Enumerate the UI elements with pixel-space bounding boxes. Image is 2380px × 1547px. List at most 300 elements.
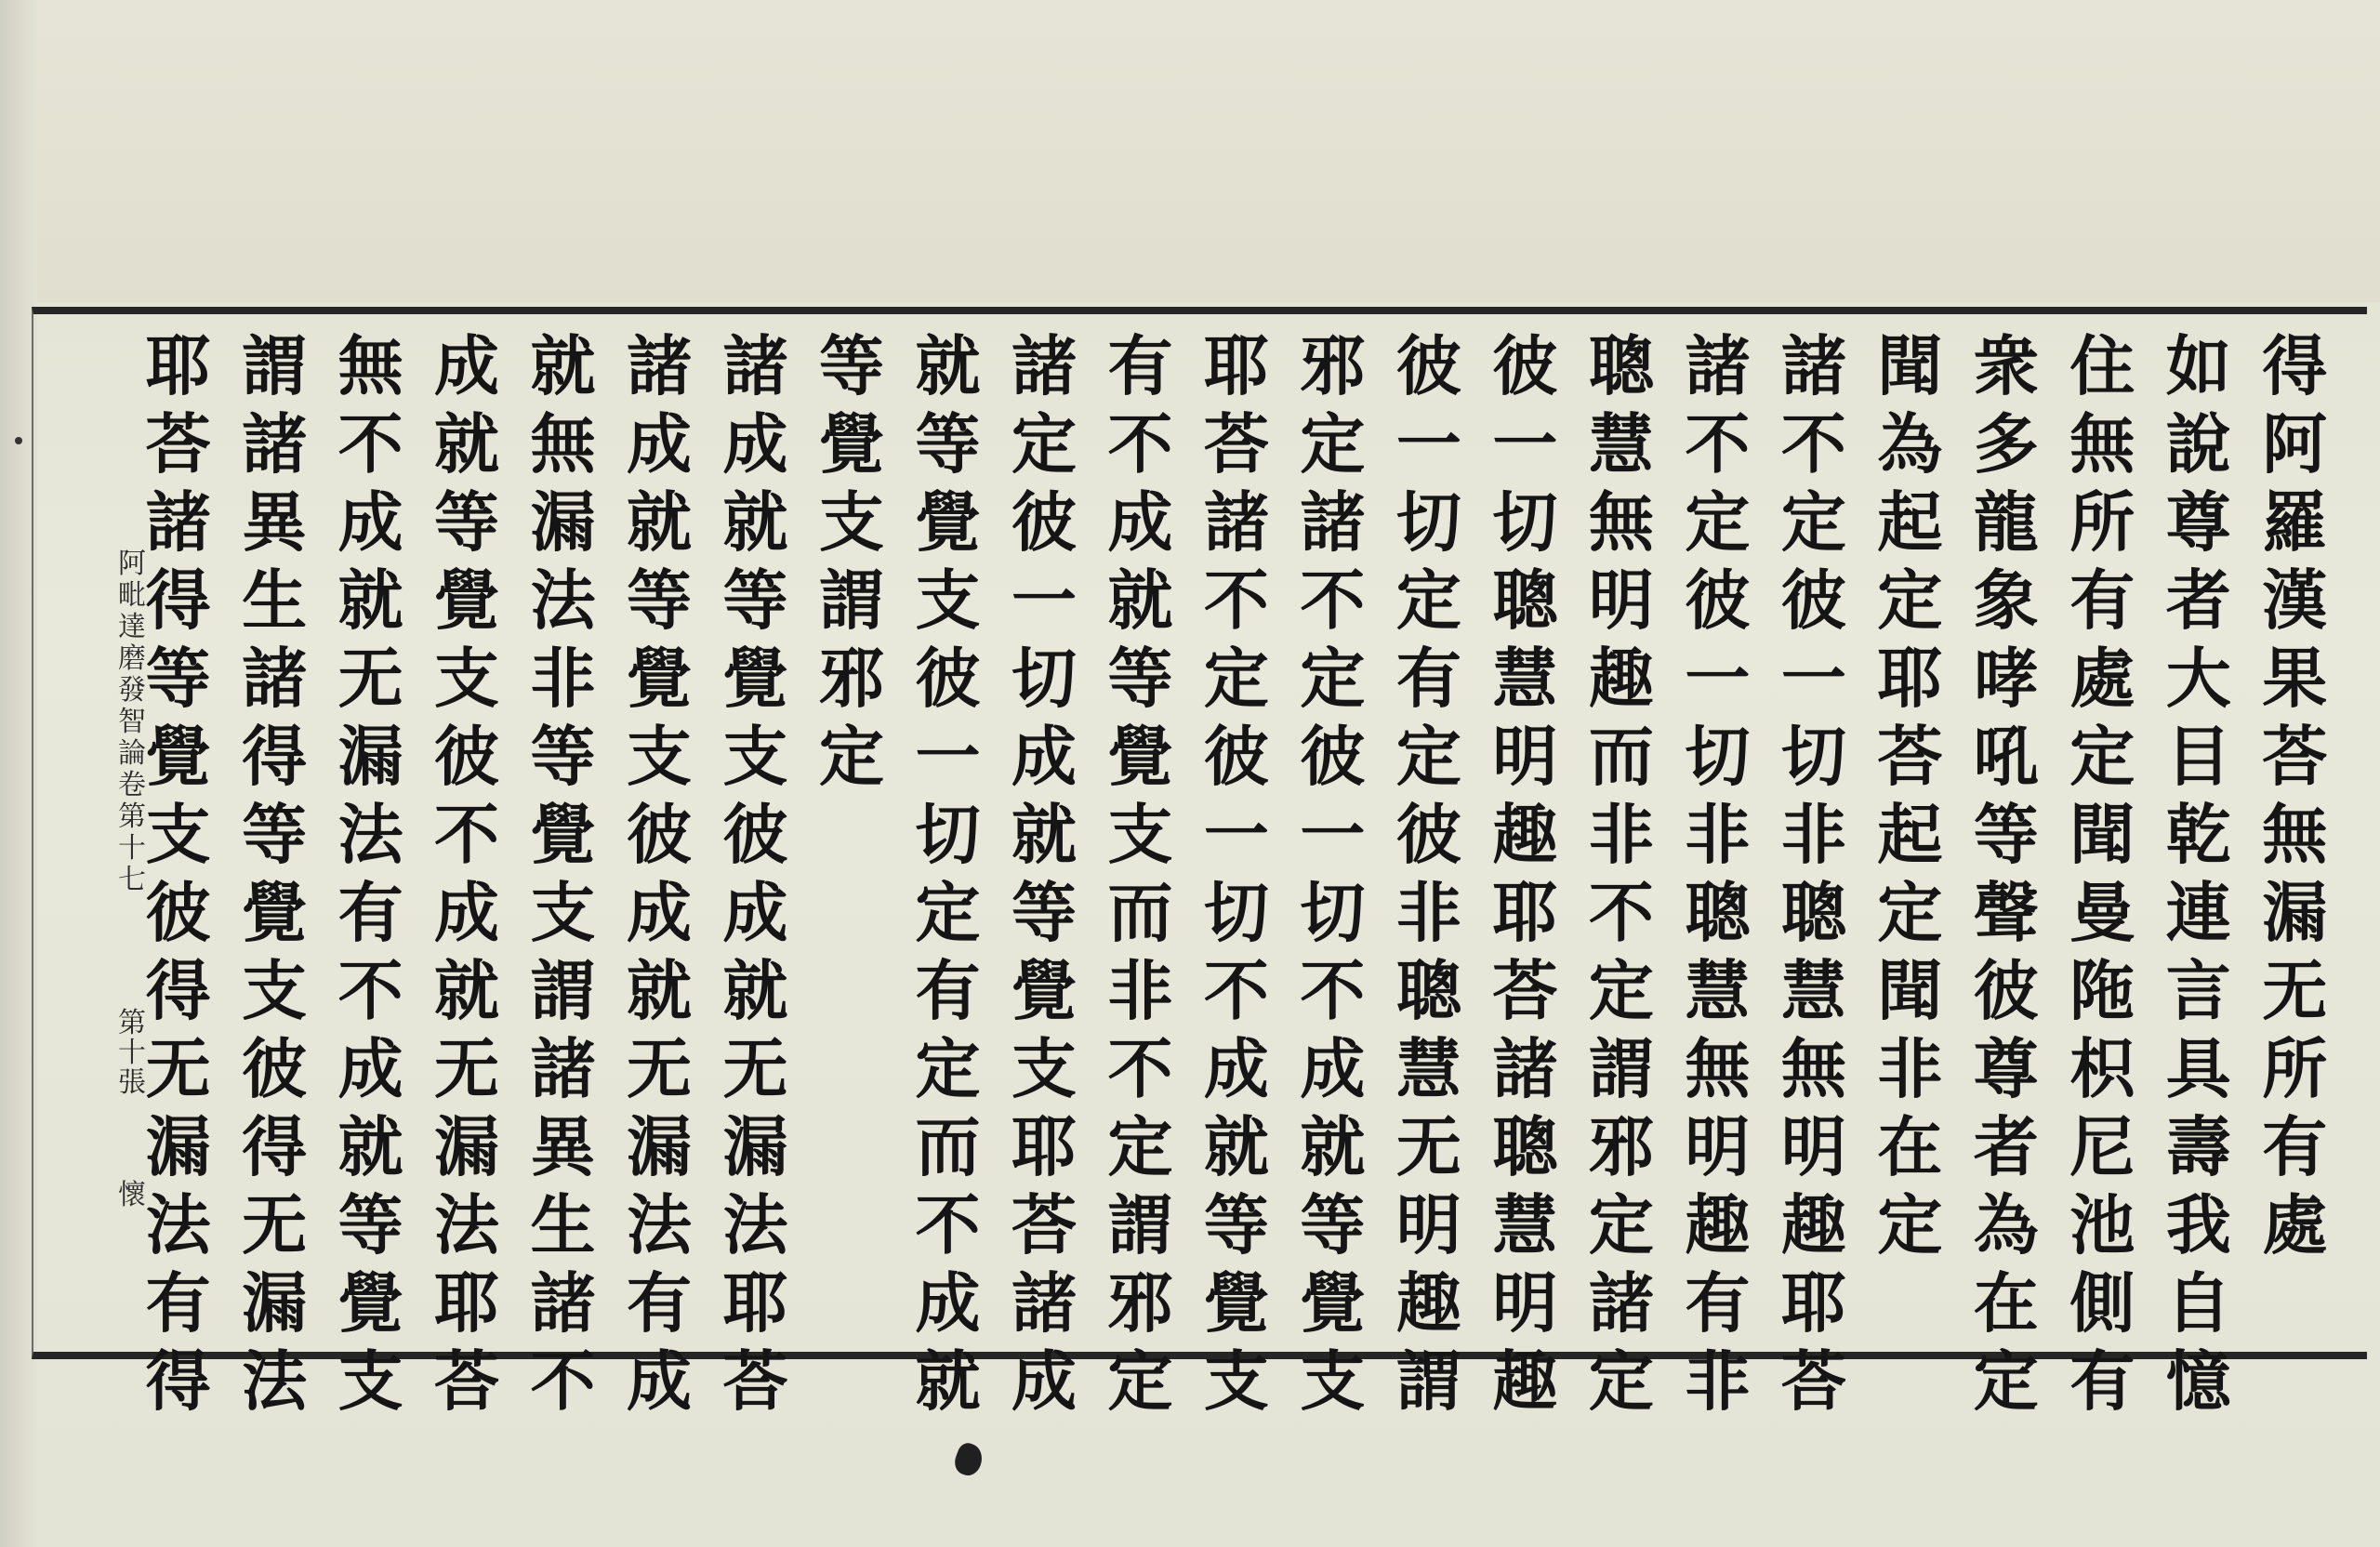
- glyph: 就: [722, 483, 788, 561]
- glyph: 一: [1395, 405, 1461, 483]
- text-column: [803, 327, 899, 1341]
- glyph: 定: [1780, 483, 1846, 561]
- glyph: 所: [2262, 1030, 2328, 1107]
- glyph: 說: [2165, 405, 2231, 483]
- glyph: 生: [530, 1186, 596, 1263]
- glyph: 趣: [1685, 1186, 1751, 1263]
- text-column: [900, 327, 996, 1420]
- glyph: 非: [1877, 1030, 1943, 1107]
- glyph: 一: [1300, 796, 1366, 873]
- glyph: 聲: [1973, 874, 2039, 951]
- glyph: 我: [2165, 1186, 2231, 1263]
- glyph: 而: [915, 1108, 981, 1185]
- text-column: [515, 327, 611, 1420]
- glyph: 支: [145, 796, 211, 873]
- glyph: 覺: [1300, 1264, 1366, 1342]
- glyph: 有: [337, 874, 403, 951]
- glyph: 彼: [1011, 483, 1077, 561]
- text-column: [2247, 327, 2343, 1341]
- glyph: 支: [1011, 1030, 1077, 1107]
- glyph: 聞: [1877, 952, 1943, 1029]
- glyph: 支: [337, 1342, 403, 1420]
- glyph: 吼: [1973, 718, 2039, 795]
- glyph: 諸: [627, 327, 693, 404]
- glyph: 成: [1107, 483, 1173, 561]
- glyph: 果: [2262, 640, 2328, 717]
- glyph: 慧: [1492, 1186, 1558, 1263]
- glyph: 慧: [1685, 952, 1751, 1029]
- glyph: 不: [915, 1186, 981, 1263]
- glyph: 荅: [145, 405, 211, 483]
- glyph: 无: [242, 1186, 308, 1263]
- glyph: 不: [1107, 1030, 1173, 1107]
- glyph: 无: [145, 1030, 211, 1107]
- glyph: 等: [1107, 640, 1173, 717]
- glyph: 謂: [530, 952, 596, 1029]
- text-column: [323, 327, 418, 1420]
- glyph: 多: [1973, 405, 2039, 483]
- glyph: 支: [242, 952, 308, 1029]
- glyph: 諸: [1011, 1264, 1077, 1342]
- glyph: 漢: [2262, 562, 2328, 639]
- glyph: 覺: [915, 483, 981, 561]
- glyph: 有: [2069, 1342, 2135, 1420]
- glyph: 得: [145, 952, 211, 1029]
- glyph: 謂: [242, 327, 308, 404]
- glyph: 耶: [145, 327, 211, 404]
- glyph: 曼: [2069, 874, 2135, 951]
- glyph: 彼: [1685, 562, 1751, 639]
- glyph: 等: [818, 327, 884, 404]
- glyph: 諸: [242, 640, 308, 717]
- glyph: 定: [818, 718, 884, 795]
- glyph: 无: [2262, 952, 2328, 1029]
- text-column: [1670, 327, 1765, 1420]
- glyph: 就: [1203, 1108, 1269, 1185]
- glyph: 覺: [1011, 952, 1077, 1029]
- glyph: 就: [434, 952, 500, 1029]
- ink-blot: [951, 1440, 986, 1479]
- glyph: 成: [627, 405, 693, 483]
- margin-glyph: 十: [118, 1037, 146, 1069]
- glyph: 彼: [1395, 796, 1461, 873]
- glyph: 趣: [1492, 796, 1558, 873]
- glyph: 切: [1395, 483, 1461, 561]
- glyph: 羅: [2262, 483, 2328, 561]
- glyph: 荅: [1877, 718, 1943, 795]
- glyph: 成: [722, 874, 788, 951]
- glyph: 無: [1588, 483, 1654, 561]
- glyph: 覺: [145, 718, 211, 795]
- glyph: 等: [145, 640, 211, 717]
- glyph: 不: [1300, 562, 1366, 639]
- text-column: [1285, 327, 1381, 1420]
- glyph: 聰: [1588, 327, 1654, 404]
- text-column: [1477, 327, 1573, 1420]
- glyph: 陁: [2069, 952, 2135, 1029]
- glyph: 憶: [2165, 1342, 2231, 1420]
- glyph: 池: [2069, 1186, 2135, 1263]
- glyph: 為: [1877, 405, 1943, 483]
- text-column: [1958, 327, 2054, 1420]
- glyph: 就: [1107, 562, 1173, 639]
- glyph: 得: [145, 562, 211, 639]
- glyph: 彼: [145, 874, 211, 951]
- glyph: 成: [722, 405, 788, 483]
- glyph: 趣: [1588, 640, 1654, 717]
- glyph: 尊: [1973, 1030, 2039, 1107]
- glyph: 得: [2262, 327, 2328, 404]
- glyph: 邪: [1588, 1108, 1654, 1185]
- glyph: 耶: [722, 1264, 788, 1342]
- glyph: 无: [434, 1030, 500, 1107]
- glyph: 阿: [2262, 405, 2328, 483]
- glyph: 切: [915, 796, 981, 873]
- glyph: 漏: [2262, 874, 2328, 951]
- glyph: 成: [627, 874, 693, 951]
- glyph: 切: [1780, 718, 1846, 795]
- glyph: 漏: [145, 1108, 211, 1185]
- vertical-text-block: [130, 327, 2343, 1420]
- glyph: 彼: [1492, 327, 1558, 404]
- glyph: 不: [1588, 874, 1654, 951]
- glyph: 就: [530, 327, 596, 404]
- glyph: 聞: [2069, 796, 2135, 873]
- text-column: [1188, 327, 1284, 1420]
- glyph: 無: [1780, 1030, 1846, 1107]
- glyph: 尊: [2165, 483, 2231, 561]
- glyph: 就: [627, 952, 693, 1029]
- glyph: 荅: [1492, 952, 1558, 1029]
- glyph: 切: [1203, 874, 1269, 951]
- glyph: 諸: [530, 1030, 596, 1107]
- glyph: 彼: [1973, 952, 2039, 1029]
- glyph: 趣: [1395, 1264, 1461, 1342]
- glyph: 不: [337, 405, 403, 483]
- glyph: 耶: [434, 1264, 500, 1342]
- glyph: 趣: [1780, 1186, 1846, 1263]
- text-column: [1765, 327, 1861, 1420]
- glyph: 慧: [1395, 1030, 1461, 1107]
- glyph: 明: [1492, 718, 1558, 795]
- glyph: 明: [1395, 1186, 1461, 1263]
- glyph: 法: [242, 1342, 308, 1420]
- margin-glyph: 七: [118, 864, 146, 896]
- glyph: 荅: [722, 1342, 788, 1420]
- margin-page-number: [113, 1009, 151, 1098]
- glyph: 成: [434, 327, 500, 404]
- glyph: 耶: [1780, 1264, 1846, 1342]
- glyph: 彼: [722, 796, 788, 873]
- glyph: 自: [2165, 1264, 2231, 1342]
- glyph: 言: [2165, 952, 2231, 1029]
- glyph: 成: [627, 1342, 693, 1420]
- margin-glyph: 達: [118, 611, 146, 643]
- glyph: 非: [1780, 796, 1846, 873]
- glyph: 謂: [1395, 1342, 1461, 1420]
- text-column: [1573, 327, 1669, 1420]
- glyph: 就: [1011, 796, 1077, 873]
- margin-glyph: 卷: [118, 769, 146, 801]
- glyph: 等: [434, 483, 500, 561]
- glyph: 等: [337, 1186, 403, 1263]
- glyph: 切: [1685, 718, 1751, 795]
- glyph: 就: [337, 1108, 403, 1185]
- upper-blank-area: [0, 0, 2380, 302]
- glyph: 慧: [1492, 640, 1558, 717]
- glyph: 趣: [1492, 1342, 1558, 1420]
- glyph: 成: [1300, 1030, 1366, 1107]
- margin-glyph: 論: [118, 737, 146, 770]
- glyph: 聰: [1685, 874, 1751, 951]
- text-column: [611, 327, 707, 1420]
- glyph: 法: [627, 1186, 693, 1263]
- glyph: 切: [1011, 640, 1077, 717]
- glyph: 不: [434, 796, 500, 873]
- glyph: 定: [1973, 1342, 2039, 1420]
- glyph: 耶: [1203, 327, 1269, 404]
- margin-glyph: 十: [118, 832, 146, 865]
- glyph: 定: [1300, 405, 1366, 483]
- glyph: 非: [1685, 1342, 1751, 1420]
- glyph: 定: [1300, 640, 1366, 717]
- glyph: 成: [337, 1030, 403, 1107]
- margin-glyph: 毗: [118, 579, 146, 612]
- glyph: 定: [1685, 483, 1751, 561]
- glyph: 不: [1203, 562, 1269, 639]
- glyph: 聰: [1780, 874, 1846, 951]
- glyph: 得: [242, 718, 308, 795]
- glyph: 彼: [1395, 327, 1461, 404]
- glyph: 在: [1877, 1108, 1943, 1185]
- text-column: [226, 327, 322, 1420]
- glyph: 就: [915, 327, 981, 404]
- glyph: 彼: [627, 796, 693, 873]
- glyph: 就: [627, 483, 693, 561]
- glyph: 等: [242, 796, 308, 873]
- glyph: 漏: [434, 1108, 500, 1185]
- glyph: 者: [2165, 562, 2231, 639]
- glyph: 等: [1011, 874, 1077, 951]
- glyph: 有: [2069, 562, 2135, 639]
- glyph: 覺: [627, 640, 693, 717]
- glyph: 住: [2069, 327, 2135, 404]
- glyph: 邪: [818, 640, 884, 717]
- glyph: 非: [530, 640, 596, 717]
- glyph: 不: [337, 952, 403, 1029]
- glyph: 目: [2165, 718, 2231, 795]
- glyph: 有: [2262, 1108, 2328, 1185]
- glyph: 異: [242, 483, 308, 561]
- glyph: 定: [1011, 405, 1077, 483]
- glyph: 定: [1877, 874, 1943, 951]
- glyph: 諸: [722, 327, 788, 404]
- glyph: 哮: [1973, 640, 2039, 717]
- glyph: 覺: [722, 640, 788, 717]
- glyph: 荅: [1203, 405, 1269, 483]
- glyph: 聰: [1492, 1108, 1558, 1185]
- glyph: 彼: [242, 1030, 308, 1107]
- glyph: 有: [1107, 327, 1173, 404]
- glyph: 連: [2165, 874, 2231, 951]
- glyph: 法: [337, 796, 403, 873]
- glyph: 者: [1973, 1108, 2039, 1185]
- glyph: 支: [530, 874, 596, 951]
- glyph: 得: [145, 1342, 211, 1420]
- glyph: 謂: [1588, 1030, 1654, 1107]
- glyph: 慧: [1780, 952, 1846, 1029]
- glyph: 荅: [2262, 718, 2328, 795]
- glyph: 等: [1203, 1186, 1269, 1263]
- glyph: 非: [1395, 874, 1461, 951]
- glyph: 成: [337, 483, 403, 561]
- glyph: 無: [530, 405, 596, 483]
- margin-glyph: 阿: [118, 548, 146, 580]
- glyph: 支: [627, 718, 693, 795]
- glyph: 明: [1780, 1108, 1846, 1185]
- glyph: 而: [1588, 718, 1654, 795]
- glyph: 彼: [1780, 562, 1846, 639]
- glyph: 非: [1588, 796, 1654, 873]
- glyph: 非: [1685, 796, 1751, 873]
- glyph: 龍: [1973, 483, 2039, 561]
- ink-speck: [15, 437, 22, 444]
- glyph: 定: [1107, 1342, 1173, 1420]
- glyph: 等: [627, 562, 693, 639]
- glyph: 尼: [2069, 1108, 2135, 1185]
- glyph: 諸: [1203, 483, 1269, 561]
- glyph: 無: [1685, 1030, 1751, 1107]
- glyph: 覺: [530, 796, 596, 873]
- glyph: 在: [1973, 1264, 2039, 1342]
- glyph: 諸: [1780, 327, 1846, 404]
- glyph: 處: [2069, 640, 2135, 717]
- margin-glyph: 磨: [118, 642, 146, 675]
- glyph: 謂: [818, 562, 884, 639]
- glyph: 荅: [1011, 1186, 1077, 1263]
- glyph: 彼: [915, 640, 981, 717]
- glyph: 邪: [1300, 327, 1366, 404]
- glyph: 聞: [1877, 327, 1943, 404]
- glyph: 无: [337, 640, 403, 717]
- glyph: 荅: [434, 1342, 500, 1420]
- glyph: 法: [530, 562, 596, 639]
- glyph: 壽: [2165, 1108, 2231, 1185]
- text-column: [2055, 327, 2150, 1420]
- glyph: 無: [337, 327, 403, 404]
- glyph: 邪: [1107, 1264, 1173, 1342]
- glyph: 法: [434, 1186, 500, 1263]
- glyph: 定: [915, 1030, 981, 1107]
- glyph: 一: [1685, 640, 1751, 717]
- glyph: 就: [337, 562, 403, 639]
- glyph: 聰: [1395, 952, 1461, 1029]
- glyph: 支: [1203, 1342, 1269, 1420]
- glyph: 有: [145, 1264, 211, 1342]
- text-column: [418, 327, 514, 1420]
- glyph: 漏: [530, 483, 596, 561]
- glyph: 覺: [242, 874, 308, 951]
- glyph: 起: [1877, 796, 1943, 873]
- glyph: 諸: [530, 1264, 596, 1342]
- glyph: 枳: [2069, 1030, 2135, 1107]
- glyph: 諸: [242, 405, 308, 483]
- glyph: 非: [1107, 952, 1173, 1029]
- glyph: 所: [2069, 483, 2135, 561]
- glyph: 一: [1203, 796, 1269, 873]
- glyph: 不: [1300, 952, 1366, 1029]
- glyph: 處: [2262, 1186, 2328, 1263]
- glyph: 無: [2069, 405, 2135, 483]
- glyph: 定: [1588, 1342, 1654, 1420]
- glyph: 等: [530, 718, 596, 795]
- glyph: 諸: [1588, 1264, 1654, 1342]
- glyph: 覺: [337, 1264, 403, 1342]
- glyph: 覺: [1203, 1264, 1269, 1342]
- glyph: 生: [242, 562, 308, 639]
- glyph: 無: [2262, 796, 2328, 873]
- glyph: 定: [1203, 640, 1269, 717]
- glyph: 不: [1780, 405, 1846, 483]
- glyph: 不: [1107, 405, 1173, 483]
- glyph: 得: [242, 1108, 308, 1185]
- glyph: 耶: [1011, 1108, 1077, 1185]
- margin-glyph: 第: [118, 800, 146, 833]
- text-column: [996, 327, 1091, 1420]
- glyph: 一: [1492, 405, 1558, 483]
- glyph: 就: [722, 952, 788, 1029]
- glyph: 定: [915, 874, 981, 951]
- glyph: 无: [722, 1030, 788, 1107]
- glyph: 定: [2069, 718, 2135, 795]
- text-column: [707, 327, 803, 1420]
- text-column: [1381, 327, 1476, 1420]
- glyph: 覺: [818, 405, 884, 483]
- glyph: 諸: [1685, 327, 1751, 404]
- glyph: 諸: [1300, 483, 1366, 561]
- glyph: 成: [1011, 718, 1077, 795]
- glyph: 等: [1300, 1186, 1366, 1263]
- margin-title: [113, 549, 151, 896]
- glyph: 等: [722, 562, 788, 639]
- glyph: 成: [1011, 1342, 1077, 1420]
- glyph: 諸: [1492, 1030, 1558, 1107]
- glyph: 側: [2069, 1264, 2135, 1342]
- glyph: 慧: [1588, 405, 1654, 483]
- glyph: 就: [915, 1342, 981, 1420]
- glyph: 就: [434, 405, 500, 483]
- glyph: 明: [1492, 1264, 1558, 1342]
- glyph: 定: [1395, 562, 1461, 639]
- glyph: 支: [818, 483, 884, 561]
- margin-glyph: 發: [118, 674, 146, 707]
- glyph: 就: [1300, 1108, 1366, 1185]
- glyph: 荅: [1780, 1342, 1846, 1420]
- glyph: 无: [627, 1030, 693, 1107]
- glyph: 定: [1877, 562, 1943, 639]
- glyph: 等: [915, 405, 981, 483]
- glyph: 定: [1588, 952, 1654, 1029]
- glyph: 定: [1395, 718, 1461, 795]
- glyph: 定: [1588, 1186, 1654, 1263]
- glyph: 謂: [1107, 1186, 1173, 1263]
- glyph: 而: [1107, 874, 1173, 951]
- glyph: 明: [1685, 1108, 1751, 1185]
- glyph: 等: [1973, 796, 2039, 873]
- glyph: 有: [915, 952, 981, 1029]
- glyph: 不: [530, 1342, 596, 1420]
- glyph: 支: [434, 640, 500, 717]
